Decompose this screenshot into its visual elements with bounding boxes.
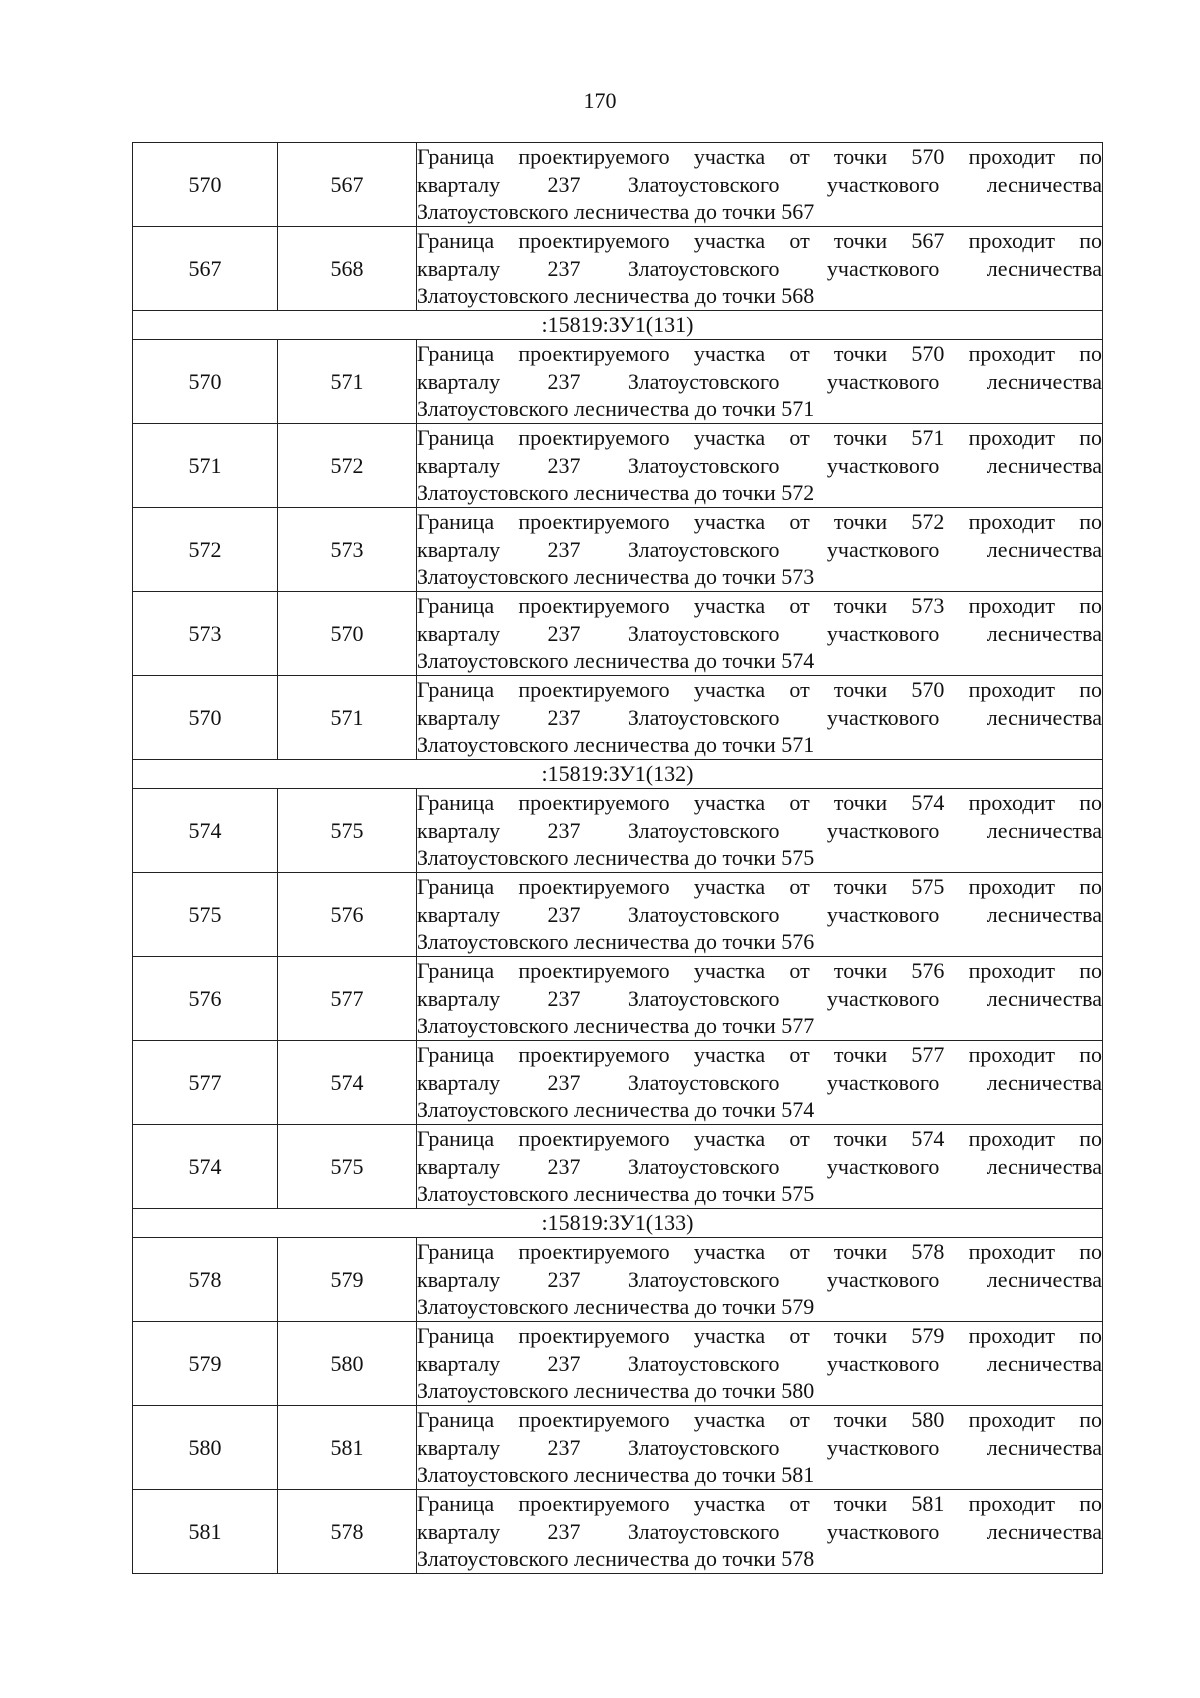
description-line: Граница проектируемого участка от точки 579 проходит по (417, 1323, 1102, 1349)
from-point: 573 (133, 592, 278, 676)
table-row (133, 789, 1103, 873)
table-row (133, 143, 1103, 227)
table-row (133, 424, 1103, 508)
from-point: 575 (133, 873, 278, 957)
description-line: Златоустовского лесничества до точки 577 (417, 1013, 815, 1039)
from-point: 570 (133, 340, 278, 424)
to-point: 580 (278, 1322, 417, 1406)
description-line: Златоустовского лесничества до точки 572 (417, 480, 815, 506)
from-point: 581 (133, 1490, 278, 1574)
description-line: кварталу 237 Златоустовского участкового лесничества (417, 171, 1102, 197)
description-line: Граница проектируемого участка от точки 570 проходит по (417, 341, 1102, 367)
description-line: Златоустовского лесничества до точки 580 (417, 1378, 815, 1404)
to-point: 573 (278, 508, 417, 592)
boundary-description (417, 592, 1103, 676)
table-row (133, 957, 1103, 1041)
parcel-group-row (133, 311, 1103, 340)
table-row (133, 1041, 1103, 1125)
from-point: 579 (133, 1322, 278, 1406)
boundary-description (417, 1322, 1103, 1406)
description-line: Златоустовского лесничества до точки 576 (417, 929, 815, 955)
boundary-description (417, 143, 1103, 227)
table-row (133, 1490, 1103, 1574)
description-line: кварталу 237 Златоустовского участкового лесничества (417, 1266, 1102, 1292)
description-line: Златоустовского лесничества до точки 578 (417, 1546, 815, 1572)
boundary-description (417, 1125, 1103, 1209)
boundary-description (417, 789, 1103, 873)
boundary-description (417, 424, 1103, 508)
description-line: Златоустовского лесничества до точки 575 (417, 1181, 815, 1207)
description-line: Златоустовского лесничества до точки 574 (417, 648, 815, 674)
to-point: 567 (278, 143, 417, 227)
table-row (133, 1125, 1103, 1209)
from-point: 571 (133, 424, 278, 508)
table-row (133, 227, 1103, 311)
description-line: кварталу 237 Златоустовского участкового лесничества (417, 985, 1102, 1011)
description-line: Граница проектируемого участка от точки 573 проходит по (417, 593, 1102, 619)
description-line: кварталу 237 Златоустовского участкового лесничества (417, 1350, 1102, 1376)
table-row (133, 592, 1103, 676)
description-line: кварталу 237 Златоустовского участкового лесничества (417, 620, 1102, 646)
description-line: Златоустовского лесничества до точки 567 (417, 199, 815, 225)
description-line: Златоустовского лесничества до точки 574 (417, 1097, 815, 1123)
parcel-group-row (133, 760, 1103, 789)
description-line: Граница проектируемого участка от точки 570 проходит по (417, 677, 1102, 703)
table-row (133, 340, 1103, 424)
description-line: Златоустовского лесничества до точки 581 (417, 1462, 815, 1488)
boundary-description (417, 957, 1103, 1041)
to-point: 574 (278, 1041, 417, 1125)
to-point: 575 (278, 789, 417, 873)
to-point: 581 (278, 1406, 417, 1490)
table-row (133, 676, 1103, 760)
description-line: Граница проектируемого участка от точки 571 проходит по (417, 425, 1102, 451)
to-point: 579 (278, 1238, 417, 1322)
boundary-table-body (133, 143, 1103, 1574)
description-line: Граница проектируемого участка от точки 580 проходит по (417, 1407, 1102, 1433)
description-line: кварталу 237 Златоустовского участкового лесничества (417, 536, 1102, 562)
description-line: Граница проектируемого участка от точки 575 проходит по (417, 874, 1102, 900)
from-point: 570 (133, 676, 278, 760)
to-point: 568 (278, 227, 417, 311)
description-line: Граница проектируемого участка от точки 567 проходит по (417, 228, 1102, 254)
from-point: 578 (133, 1238, 278, 1322)
description-line: Златоустовского лесничества до точки 571 (417, 396, 815, 422)
description-line: кварталу 237 Златоустовского участкового лесничества (417, 1153, 1102, 1179)
boundary-table (132, 142, 1103, 1574)
description-line: кварталу 237 Златоустовского участкового лесничества (417, 1434, 1102, 1460)
description-line: кварталу 237 Златоустовского участкового лесничества (417, 704, 1102, 730)
to-point: 572 (278, 424, 417, 508)
description-line: Златоустовского лесничества до точки 573 (417, 564, 815, 590)
description-line: Граница проектируемого участка от точки 572 проходит по (417, 509, 1102, 535)
description-line: Граница проектируемого участка от точки 578 проходит по (417, 1239, 1102, 1265)
description-line: Граница проектируемого участка от точки 570 проходит по (417, 144, 1102, 170)
description-line: кварталу 237 Златоустовского участкового лесничества (417, 901, 1102, 927)
description-line: кварталу 237 Златоустовского участкового лесничества (417, 368, 1102, 394)
from-point: 574 (133, 1125, 278, 1209)
description-line: кварталу 237 Златоустовского участкового лесничества (417, 817, 1102, 843)
to-point: 571 (278, 340, 417, 424)
description-line: кварталу 237 Златоустовского участкового лесничества (417, 1069, 1102, 1095)
table-row (133, 1322, 1103, 1406)
from-point: 576 (133, 957, 278, 1041)
table-row (133, 873, 1103, 957)
to-point: 570 (278, 592, 417, 676)
table-row (133, 1406, 1103, 1490)
from-point: 572 (133, 508, 278, 592)
table-row (133, 1238, 1103, 1322)
boundary-description (417, 227, 1103, 311)
boundary-description (417, 873, 1103, 957)
from-point: 570 (133, 143, 278, 227)
to-point: 578 (278, 1490, 417, 1574)
description-line: кварталу 237 Златоустовского участкового лесничества (417, 1518, 1102, 1544)
description-line: Златоустовского лесничества до точки 568 (417, 283, 815, 309)
parcel-group-row (133, 1209, 1103, 1238)
description-line: Граница проектируемого участка от точки 574 проходит по (417, 1126, 1102, 1152)
from-point: 567 (133, 227, 278, 311)
parcel-group-label: :15819:ЗУ1(132) (133, 760, 1103, 789)
description-line: Граница проектируемого участка от точки 574 проходит по (417, 790, 1102, 816)
to-point: 571 (278, 676, 417, 760)
description-line: Граница проектируемого участка от точки 581 проходит по (417, 1491, 1102, 1517)
boundary-description (417, 1238, 1103, 1322)
parcel-group-label: :15819:ЗУ1(133) (133, 1209, 1103, 1238)
to-point: 577 (278, 957, 417, 1041)
boundary-description (417, 340, 1103, 424)
description-line: Златоустовского лесничества до точки 579 (417, 1294, 815, 1320)
from-point: 574 (133, 789, 278, 873)
to-point: 575 (278, 1125, 417, 1209)
boundary-description (417, 1490, 1103, 1574)
description-line: Граница проектируемого участка от точки 576 проходит по (417, 958, 1102, 984)
description-line: кварталу 237 Златоустовского участкового лесничества (417, 452, 1102, 478)
description-line: Златоустовского лесничества до точки 575 (417, 845, 815, 871)
from-point: 577 (133, 1041, 278, 1125)
to-point: 576 (278, 873, 417, 957)
boundary-description (417, 1041, 1103, 1125)
description-line: Златоустовского лесничества до точки 571 (417, 732, 815, 758)
table-row (133, 508, 1103, 592)
from-point: 580 (133, 1406, 278, 1490)
boundary-description (417, 676, 1103, 760)
boundary-description (417, 1406, 1103, 1490)
parcel-group-label: :15819:ЗУ1(131) (133, 311, 1103, 340)
page-number: 170 (583, 88, 617, 113)
description-line: Граница проектируемого участка от точки 577 проходит по (417, 1042, 1102, 1068)
description-line: кварталу 237 Златоустовского участкового лесничества (417, 255, 1102, 281)
boundary-description (417, 508, 1103, 592)
